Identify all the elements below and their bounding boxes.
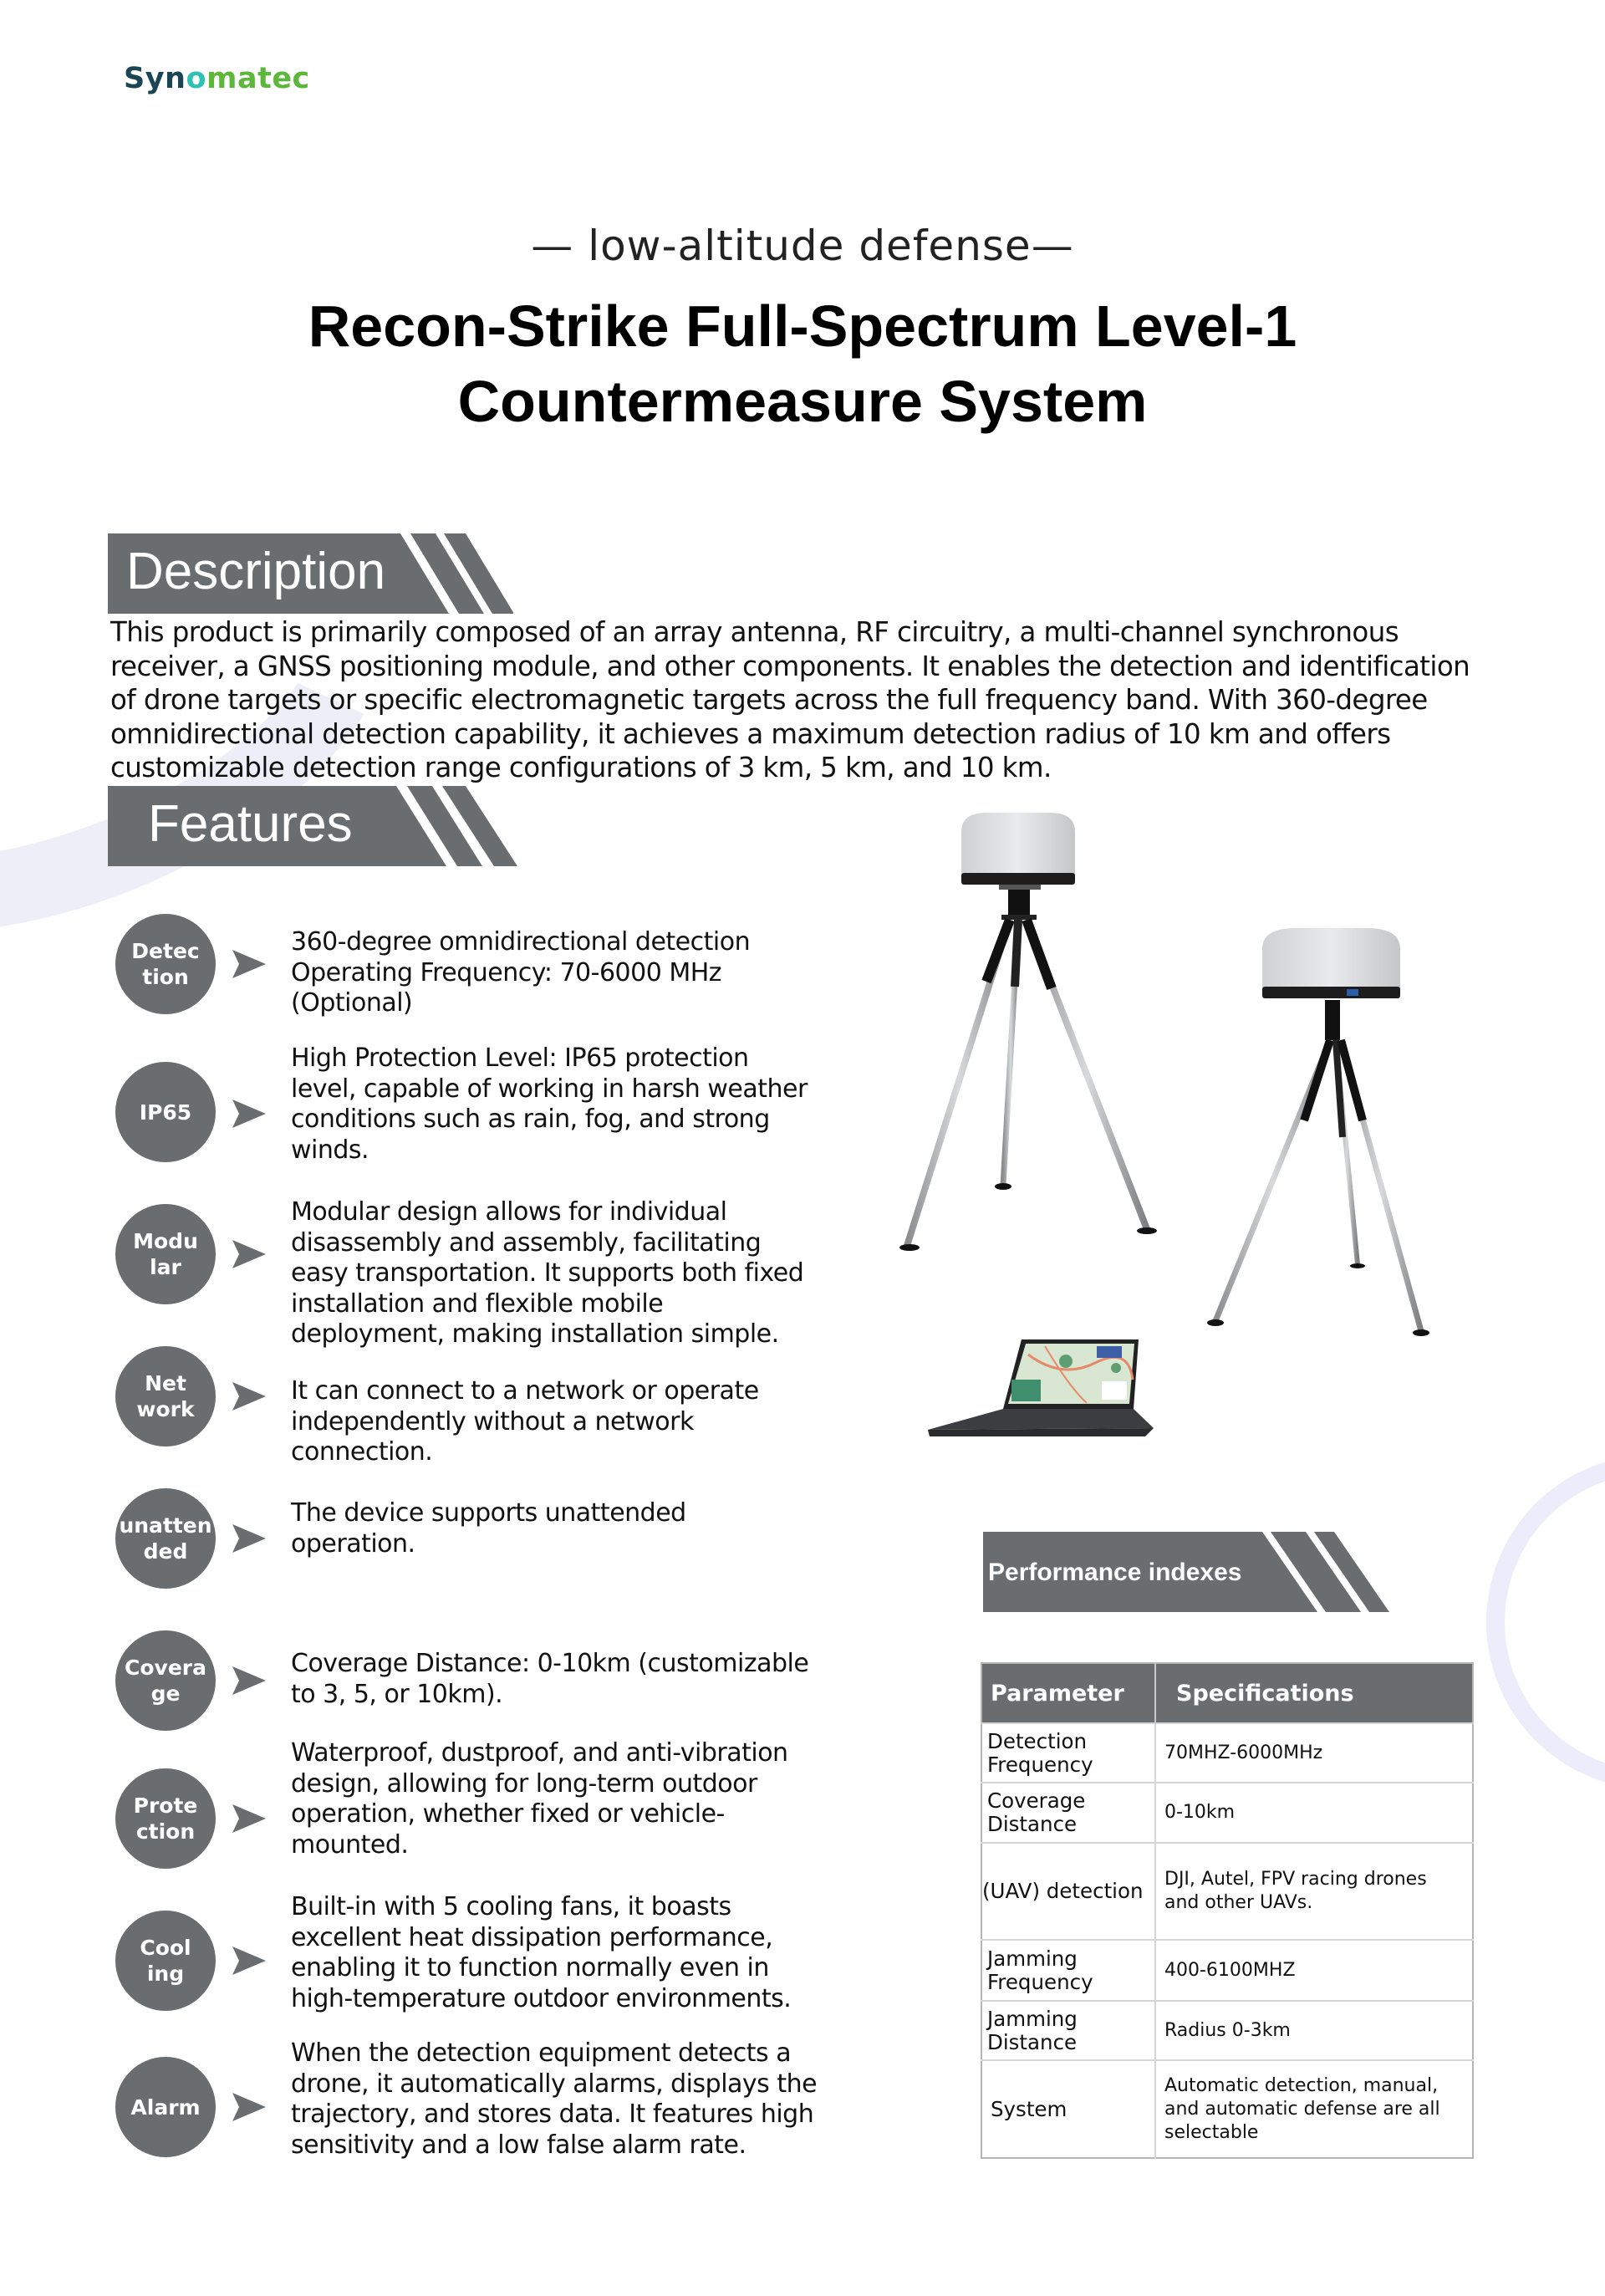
feature-text-line: installation and flexible mobile: [291, 1288, 664, 1319]
badge-line-2: ing: [146, 1962, 185, 1986]
feature-badge: [115, 2057, 216, 2157]
feature-badge: [115, 1768, 216, 1869]
chevron-right-icon: [232, 1946, 266, 1975]
table-header-row: [981, 1663, 1473, 1723]
feature-text-line: easy transportation. It supports both fixed: [291, 1258, 804, 1288]
badge-line-1: Modu: [133, 1229, 198, 1253]
feature-text-line: high-temperature outdoor environments.: [291, 1983, 792, 2013]
badge-line-2: work: [136, 1397, 195, 1421]
feature-text-line: design, allowing for long-term outdoor: [291, 1768, 757, 1799]
badge-line-1: Alarm: [130, 2094, 201, 2120]
feature-text-line: operation, whether fixed or vehicle-: [291, 1799, 725, 1829]
feature-text-line: level, capable of working in harsh weather: [291, 1074, 808, 1104]
feature-badge: [115, 1346, 216, 1446]
feature-text-line: Coverage Distance: 0-10km (customizable: [291, 1649, 809, 1678]
feature-text-line: excellent heat dissipation performance,: [291, 1922, 773, 1952]
chevron-right-icon: [232, 2093, 266, 2121]
description-heading: Description: [126, 543, 386, 600]
page-title: [0, 288, 1605, 439]
param-cell: Coverage Distance: [981, 1783, 1155, 1843]
feature-item-modular: [115, 1197, 818, 1363]
feature-text-line: mounted.: [291, 1829, 409, 1860]
feature-text-line: (Optional): [291, 988, 413, 1018]
badge-line-1: Prote: [133, 1793, 198, 1818]
feature-text-line: connection.: [291, 1437, 433, 1467]
feature-item-alarm: [115, 2038, 818, 2182]
features-section-banner: [108, 786, 517, 866]
table-row: [981, 1783, 1473, 1843]
feature-description: [291, 2038, 834, 2161]
chevron-right-icon: [232, 1666, 266, 1695]
param-cell: System: [981, 2060, 1155, 2158]
description-text: This product is primarily composed of an array antenna, RF circuitry, a multi-channel synchronous receiver, a GNSS positioning module, and other components. It enables the detection and identification of drone targets or specific electromagnetic targets across the full frequency band. With 360-degree omnidirectional detection capability, it achieves a maximum detection radius of 10 km and offers customizable detection range configurations of 3 km, 5 km, and 10 km.: [110, 616, 1470, 784]
feature-text-line: operation.: [291, 1528, 415, 1559]
badge-line-2: tion: [142, 965, 189, 989]
param-cell: Jamming Frequency: [981, 1940, 1155, 2001]
chevron-right-icon: [232, 1804, 266, 1833]
feature-text-line: conditions such as rain, fog, and strong: [291, 1105, 770, 1134]
logo-text-part2: o: [186, 62, 206, 95]
feature-description: [291, 1043, 834, 1166]
feature-description: [291, 1376, 834, 1468]
description-section-banner: [108, 533, 513, 614]
feature-text-line: Built-in with 5 cooling fans, it boasts: [291, 1892, 731, 1921]
feature-item-ip65: [115, 1043, 818, 1187]
table-row: [981, 1723, 1473, 1783]
page-subtitle: — low-altitude defense—: [531, 222, 1074, 270]
column-header-specifications: Specifications: [1155, 1663, 1473, 1723]
badge-line-2: ge: [150, 1681, 181, 1706]
feature-text-line: to 3, 5, or 10km).: [291, 1679, 503, 1709]
logo-text-part3: matec: [206, 62, 310, 95]
feature-text-line: disassembly and assembly, facilitating: [291, 1227, 762, 1258]
feature-text-line: drone, it automatically alarms, displays the: [291, 2069, 818, 2099]
feature-badge: [115, 1488, 216, 1589]
feature-text-line: The device supports unattended: [291, 1498, 686, 1528]
antenna-tall-icon: [899, 813, 1157, 1251]
performance-heading: Performance indexes: [988, 1559, 1242, 1586]
decorative-arc-right: [1486, 1455, 1605, 1789]
chevron-right-icon: [232, 1240, 266, 1268]
feature-text-line: winds.: [291, 1135, 369, 1165]
feature-text-line: Waterproof, dustproof, and anti-vibration: [291, 1738, 788, 1768]
param-cell: (UAV) detection: [981, 1843, 1155, 1940]
feature-badge: [115, 1630, 216, 1731]
logo-text-part1: Syn: [124, 62, 186, 95]
feature-text-line: High Protection Level: IP65 protection: [291, 1043, 749, 1073]
param-cell: Jamming Distance: [981, 2001, 1155, 2060]
spec-cell: 70MHZ-6000MHz: [1155, 1723, 1473, 1783]
spec-cell: Automatic detection, manual, and automatic defense are all selectable: [1155, 2060, 1473, 2158]
feature-text-line: sensitivity and a low false alarm rate.: [291, 2130, 746, 2160]
feature-text-line: It can connect to a network or operate: [291, 1376, 759, 1406]
feature-text-line: enabling it to function normally even in: [291, 1953, 769, 1982]
feature-description: [291, 1738, 834, 1860]
badge-line-1: Cool: [140, 1936, 191, 1960]
feature-description: [291, 1892, 834, 2014]
feature-text-line: Modular design allows for individual: [291, 1197, 727, 1227]
table-row: [981, 2001, 1473, 2060]
chevron-right-icon: [232, 1524, 266, 1553]
feature-item-cooling: [115, 1892, 818, 2036]
title-line-1: Recon-Strike Full-Spectrum Level-1: [308, 293, 1297, 359]
chevron-right-icon: [232, 1100, 266, 1128]
feature-badge: [115, 1911, 216, 2011]
badge-line-2: ded: [143, 1539, 188, 1564]
badge-line-1: Covera: [125, 1656, 206, 1680]
spec-cell: DJI, Autel, FPV racing drones and other UAVs.: [1155, 1843, 1473, 1940]
laptop-icon: [928, 1339, 1154, 1436]
feature-description: [291, 1649, 834, 1710]
badge-line-1: unatten: [119, 1513, 212, 1538]
feature-item-network: [115, 1346, 818, 1467]
feature-item-protection: [115, 1738, 818, 1894]
feature-description: [291, 927, 834, 1019]
performance-table: [981, 1662, 1474, 2159]
feature-item-detection: [115, 914, 818, 1023]
param-cell: Detection Frequency: [981, 1723, 1155, 1783]
spec-cell: 0-10km: [1155, 1783, 1473, 1843]
feature-text-line: When the detection equipment detects a: [291, 2038, 792, 2068]
badge-line-1: Net: [145, 1371, 186, 1395]
table-row: [981, 2060, 1473, 2158]
brand-logo: [124, 62, 310, 95]
feature-text-line: independently without a network: [291, 1406, 694, 1436]
column-header-parameter: Parameter: [981, 1663, 1155, 1723]
antenna-short-icon: [1207, 928, 1429, 1336]
table-row: [981, 1940, 1473, 2001]
feature-badge: [115, 1062, 216, 1162]
feature-text-line: 360-degree omnidirectional detection: [291, 927, 751, 957]
chevron-right-icon: [232, 950, 266, 978]
badge-line-2: lar: [150, 1255, 181, 1279]
feature-text-line: trajectory, and stores data. It features high: [291, 2100, 814, 2129]
features-heading: Features: [148, 795, 353, 853]
feature-badge: [115, 1204, 216, 1304]
feature-item-unattended: [115, 1488, 818, 1597]
badge-line-1: IP65: [139, 1100, 192, 1125]
title-line-2: Countermeasure System: [457, 369, 1148, 434]
table-row: [981, 1843, 1473, 1940]
feature-text-line: deployment, making installation simple.: [291, 1319, 779, 1349]
badge-line-2: ction: [135, 1819, 196, 1844]
feature-description: [291, 1197, 834, 1350]
product-image: [878, 803, 1463, 1472]
spec-cell: Radius 0-3km: [1155, 2001, 1473, 2060]
feature-text-line: Operating Frequency: 70-6000 MHz: [291, 957, 722, 987]
feature-item-coverage: [115, 1630, 818, 1739]
performance-section-banner: [983, 1532, 1389, 1612]
feature-description: [291, 1498, 834, 1559]
badge-line-1: Detec: [131, 939, 200, 963]
feature-badge: [115, 914, 216, 1014]
spec-cell: 400-6100MHZ: [1155, 1940, 1473, 2001]
chevron-right-icon: [232, 1382, 266, 1411]
